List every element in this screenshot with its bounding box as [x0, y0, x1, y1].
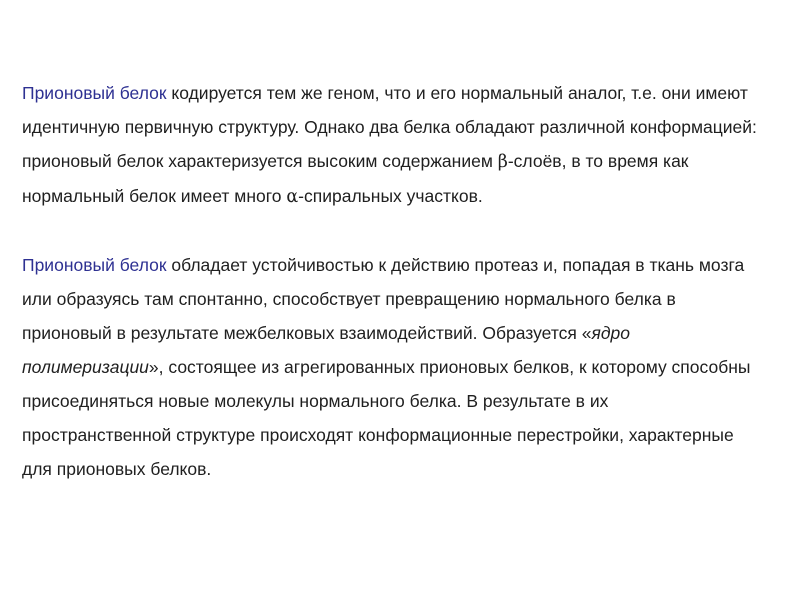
slide-text-block [22, 76, 762, 486]
paragraph-spacer [22, 214, 762, 248]
paragraph-2-text-a: обладает устойчивостью к действию протеаз и, попадая в ткань мозга или образуясь там спонтанно, способствует превращению нормального белка в прионовый в результате межбелковых взаимодействий. Образуется « [22, 255, 745, 343]
beta-symbol: β [497, 152, 508, 172]
paragraph-2-text-b: », состоящее из агрегированных прионовых белков, к которому способны присоединяться новые молекулы нормального белка. В результате в их пространственной структуре происходят конформационные перестройки, характерные для прионовых белков. [22, 357, 751, 479]
prion-protein-term: Прионовый белок [22, 83, 167, 103]
paragraph-prion-propagation [22, 248, 762, 486]
paragraph-prion-structure [22, 76, 762, 214]
alpha-symbol: α [286, 187, 299, 207]
prion-protein-term-2: Прионовый белок [22, 255, 167, 275]
paragraph-1-text-c: -спиральных участков. [298, 186, 483, 206]
paragraph-1-text-b: -слоёв, в то время как нормальный белок имеет много [22, 151, 689, 206]
polymerization-core-term: ядро полимеризации [22, 323, 630, 377]
paragraph-1-text-a: кодируется тем же геном, что и его нормальный аналог, т.е. они имеют идентичную первичную структуру. Однако два белка обладают различной конформацией: прионовый белок характеризуется высоким содержанием [22, 83, 757, 171]
